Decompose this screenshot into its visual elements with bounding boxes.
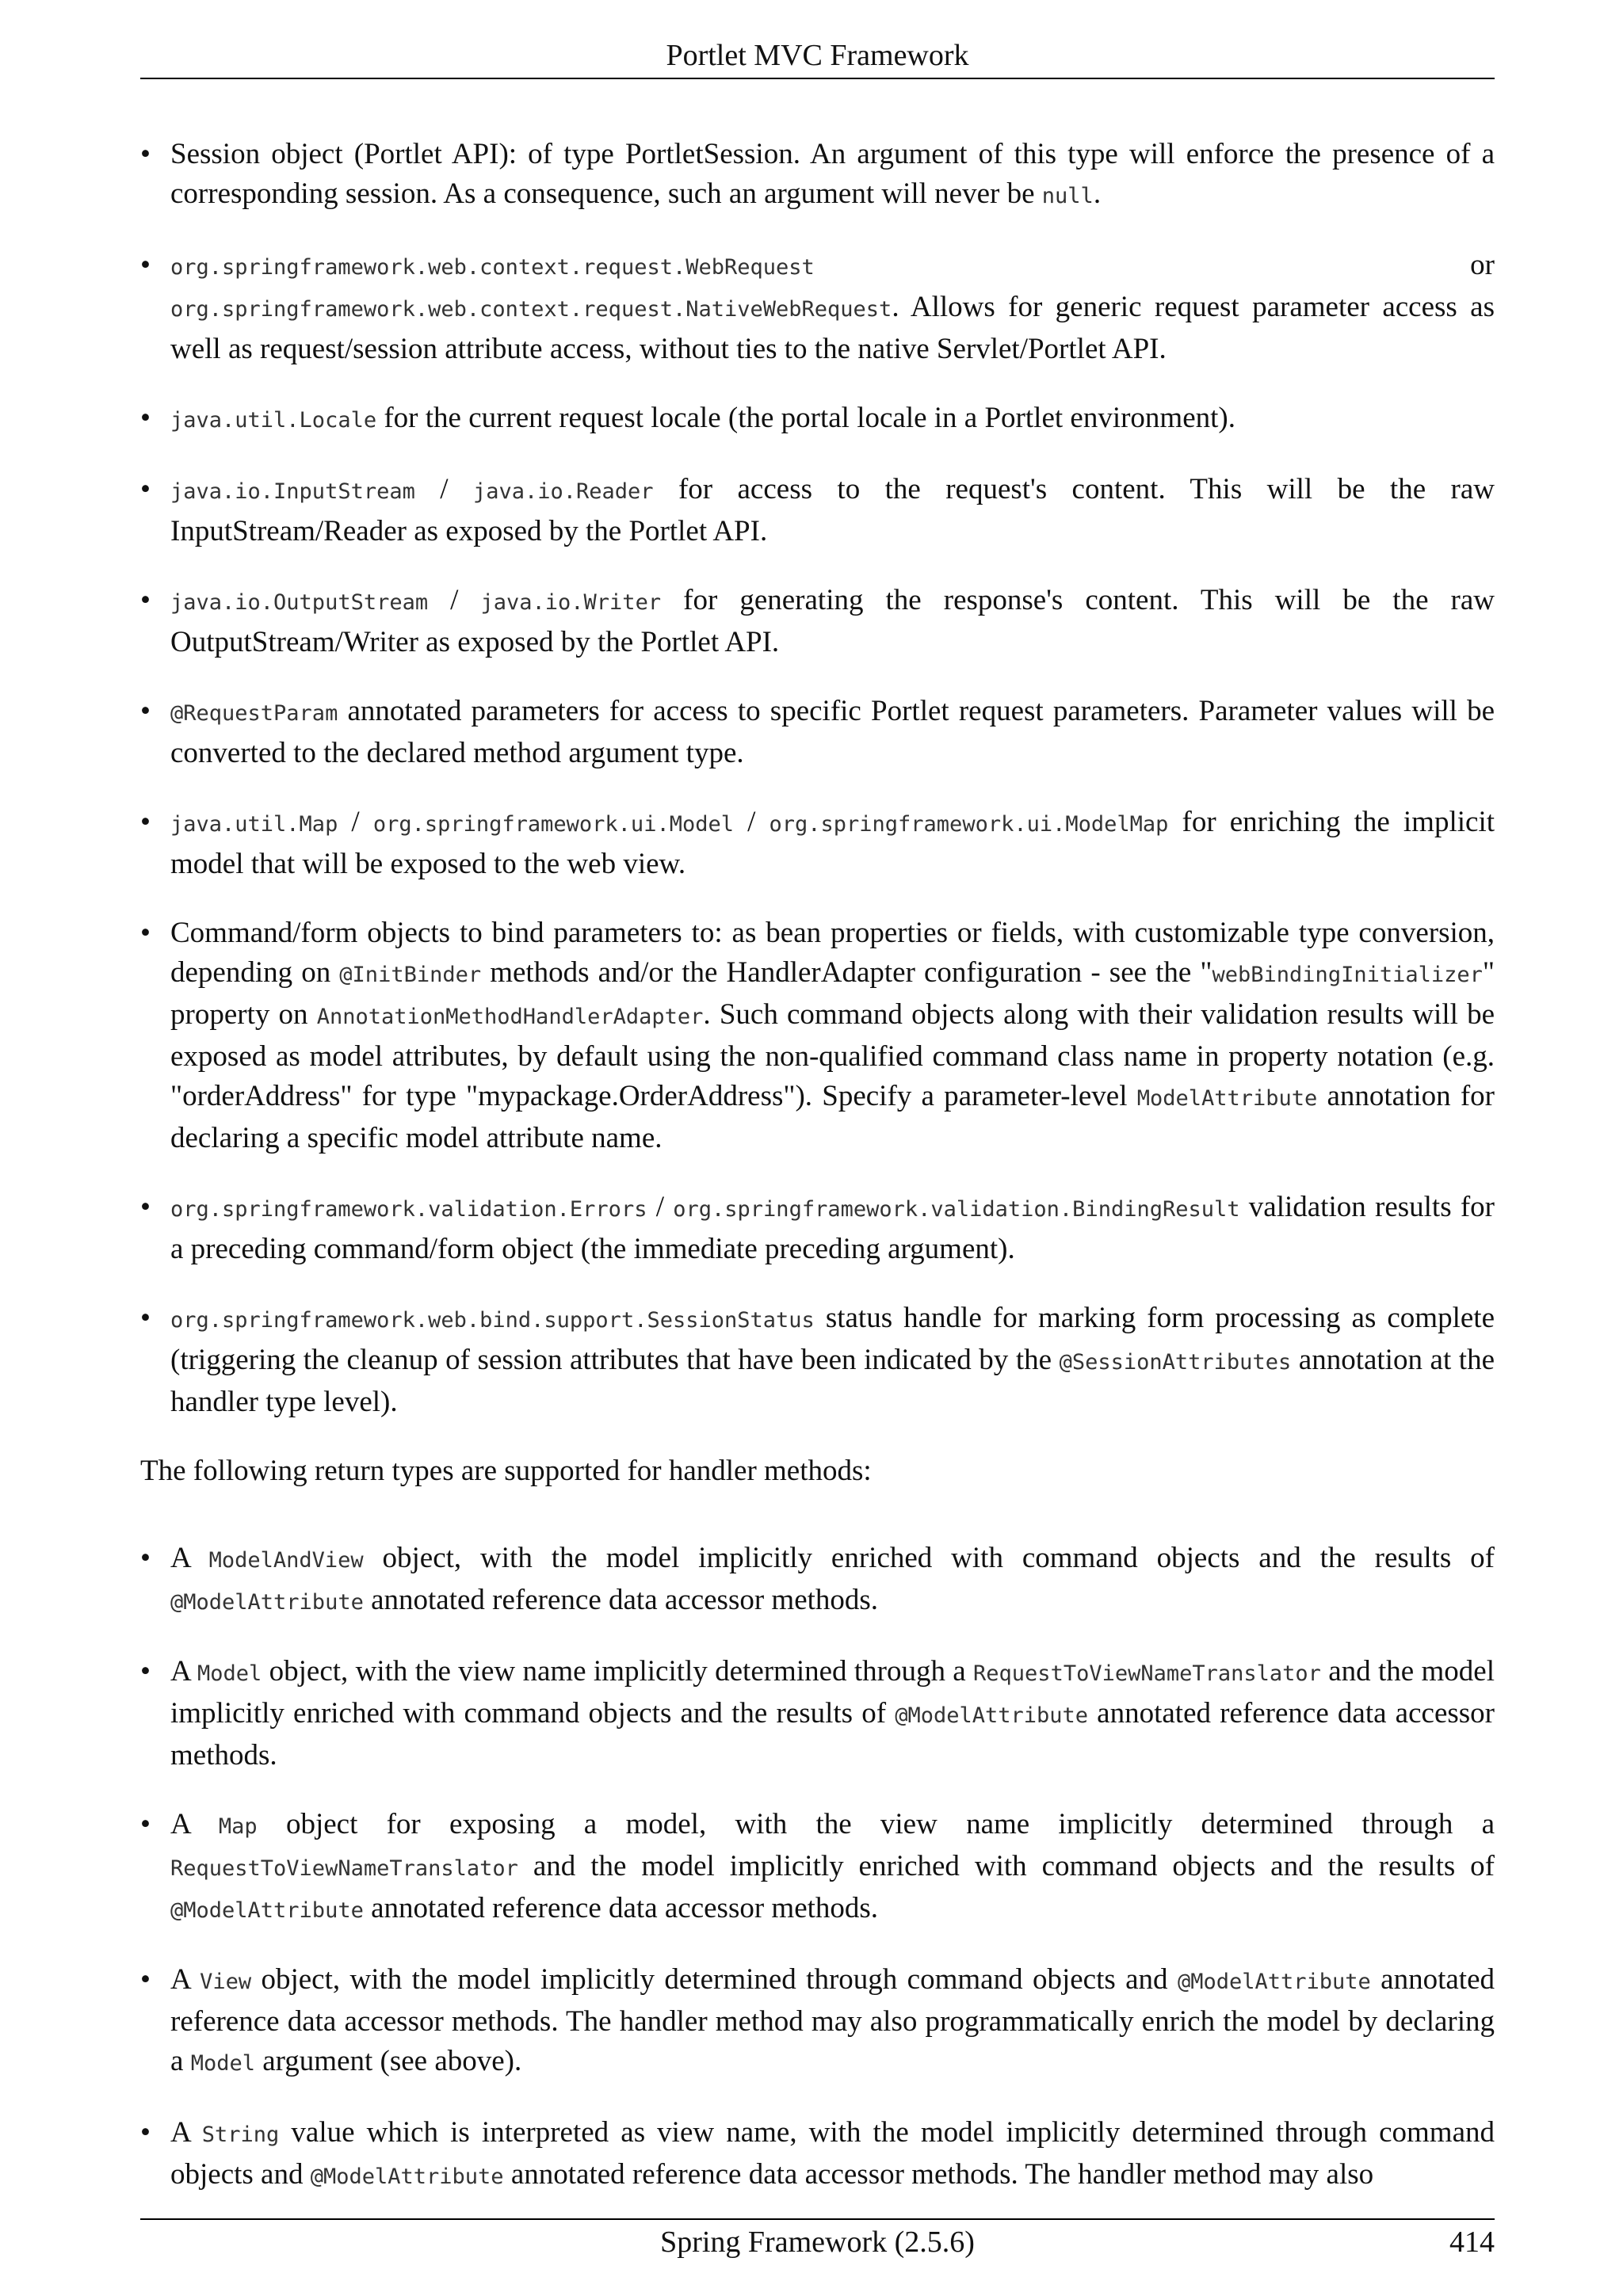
code-term: org.springframework.ui.Model [372,812,734,837]
footer-title: Spring Framework (2.5.6) [660,2225,975,2259]
text-run: value which is interpreted as view name, with the model implicitly determined through command objects and [170,2116,1495,2191]
text-run: / [414,473,473,505]
code-term: webBindingInitializer [1212,963,1483,987]
text-run: for access to the request's content. This will be the raw InputStream/Reader as exposed by the Portlet API. [170,473,1495,547]
code-term: ModelAttribute [1136,1086,1318,1111]
return-types-list [140,1539,1495,2197]
text-run: A [170,1655,198,1688]
text-run: Session object (Portlet API): of type PortletSession. An argument of this type will enforce the presence of a corresponding session. As a consequence, such an argument will never be [170,138,1495,210]
code-term: null [1041,184,1094,208]
code-term: @RequestParam [170,701,338,726]
code-term: @ModelAttribute [310,2164,504,2189]
text-run: object for exposing a model, with the view name implicitly determined through a [257,1808,1495,1840]
code-term: org.springframework.ui.ModelMap [769,812,1169,837]
text-run: annotated reference data accessor methods. The handler method may also [503,2158,1374,2191]
code-term: java.io.OutputStream [170,590,429,615]
code-term: org.springframework.web.context.request.WebRequest [170,255,815,280]
text-run: object, with the model implicitly enriched with command objects and the results of [363,1542,1495,1574]
text-run: . Such command objects along with their validation results will be exposed as model attributes, by default using the non-qualified command class name in property notation (e.g. "orderAddress" for type "mypackage.OrderAddress"). Specify a parameter-level [170,998,1495,1112]
code-term: java.io.Writer [480,590,662,615]
return-types-intro: The following return types are supported for handler methods: [140,1455,872,1487]
argument-item [140,246,1495,369]
text-run: argument (see above). [254,2045,522,2077]
supported-arguments-list [140,135,1495,1422]
argument-item [140,692,1495,773]
code-term: ModelAndView [208,1548,364,1573]
text-run: object, with the model implicitly determined through command objects and [251,1963,1178,1996]
code-term: @ModelAttribute [1177,1970,1371,1994]
code-term: @SessionAttributes [1059,1350,1292,1375]
text-run: methods and/or the HandlerAdapter configuration - see the " [481,956,1212,989]
text-run: / [428,584,481,616]
return-type-item [140,2113,1495,2197]
text-run: A [170,1542,209,1574]
text-run: " property on [170,956,1495,1031]
text-run: annotation at the handler type level). [170,1344,1495,1418]
page-content [140,135,1495,2226]
text-run: and the model implicitly enriched with command objects and the results of [170,1655,1495,1730]
code-term: org.springframework.web.bind.support.SessionStatus [170,1308,815,1333]
argument-item [140,913,1495,1158]
text-run: for generating the response's content. This will be the raw OutputStream/Writer as exposed by the Portlet API. [170,584,1495,658]
code-term: java.io.InputStream [170,479,415,504]
code-term: RequestToViewNameTranslator [170,1856,518,1881]
text-run: annotated reference data accessor methods. The handler method may also programmatically enrich the model by declaring a [170,1963,1495,2077]
code-term: java.io.Reader [472,479,654,504]
text-run: annotated reference data accessor methods. [170,1697,1495,1772]
code-term: org.springframework.validation.BindingResult [673,1197,1240,1222]
return-type-item [140,1539,1495,1623]
code-term: Model [190,2051,255,2076]
code-term: RequestToViewNameTranslator [973,1661,1321,1686]
code-term: Model [197,1661,262,1686]
text-run: or [814,249,1495,281]
running-footer [140,2218,1495,2264]
text-run: A [170,1963,200,1996]
code-term: org.springframework.web.context.request.NativeWebRequest [170,297,892,322]
argument-item [140,1188,1495,1269]
text-run: for enriching the implicit model that will be exposed to the web view. [170,806,1495,880]
text-run: and the model implicitly enriched with command objects and the results of [517,1850,1495,1882]
return-type-item [140,1805,1495,1931]
text-run: . Allows for generic request parameter access as well as request/session attribute access, without ties to the native Servlet/Portlet API. [170,291,1495,365]
text-run: for the current request locale (the portal locale in a Portlet environment). [376,402,1235,434]
return-type-item [140,1960,1495,2084]
document-page [140,0,1495,2296]
text-run: validation results for a preceding command/form object (the immediate preceding argument). [170,1191,1495,1265]
code-term: java.util.Locale [170,408,377,433]
argument-item [140,581,1495,662]
text-run: / [647,1191,674,1223]
text-run: annotation for declaring a specific model attribute name. [170,1080,1495,1154]
argument-item [140,135,1495,216]
text-run: annotated reference data accessor methods. [363,1584,879,1616]
code-term: View [200,1970,252,1994]
code-term: java.util.Map [170,812,338,837]
code-term: @ModelAttribute [170,1898,364,1923]
code-term: @InitBinder [339,963,482,987]
code-term: AnnotationMethodHandlerAdapter [316,1005,704,1029]
text-run: Command/form objects to bind parameters to: as bean properties or fields, with customizable type conversion, depending on [170,917,1495,989]
text-run: / [733,806,769,838]
argument-item [140,803,1495,884]
code-term: org.springframework.validation.Errors [170,1197,647,1222]
text-run: A [170,2116,202,2149]
text-run: status handle for marking form processing as complete (triggering the cleanup of session attributes that have been indicated by the [170,1302,1495,1376]
text-run: / [338,806,373,838]
page-number: 414 [1449,2225,1495,2259]
text-run: A [170,1808,219,1840]
code-term: Map [218,1814,258,1839]
argument-item [140,1299,1495,1422]
code-term: @ModelAttribute [895,1703,1089,1728]
argument-item [140,399,1495,441]
code-term: String [201,2122,280,2147]
running-header: Portlet MVC Framework [140,35,1495,79]
text-run: annotated reference data accessor methods. [363,1892,879,1924]
text-run: object, with the view name implicitly determined through a [262,1655,974,1688]
argument-item [140,470,1495,551]
return-type-item [140,1652,1495,1775]
text-run: annotated parameters for access to specific Portlet request parameters. Parameter values will be converted to the declared method argument type. [170,695,1495,769]
text-run: . [1093,177,1102,210]
code-term: @ModelAttribute [170,1590,364,1615]
